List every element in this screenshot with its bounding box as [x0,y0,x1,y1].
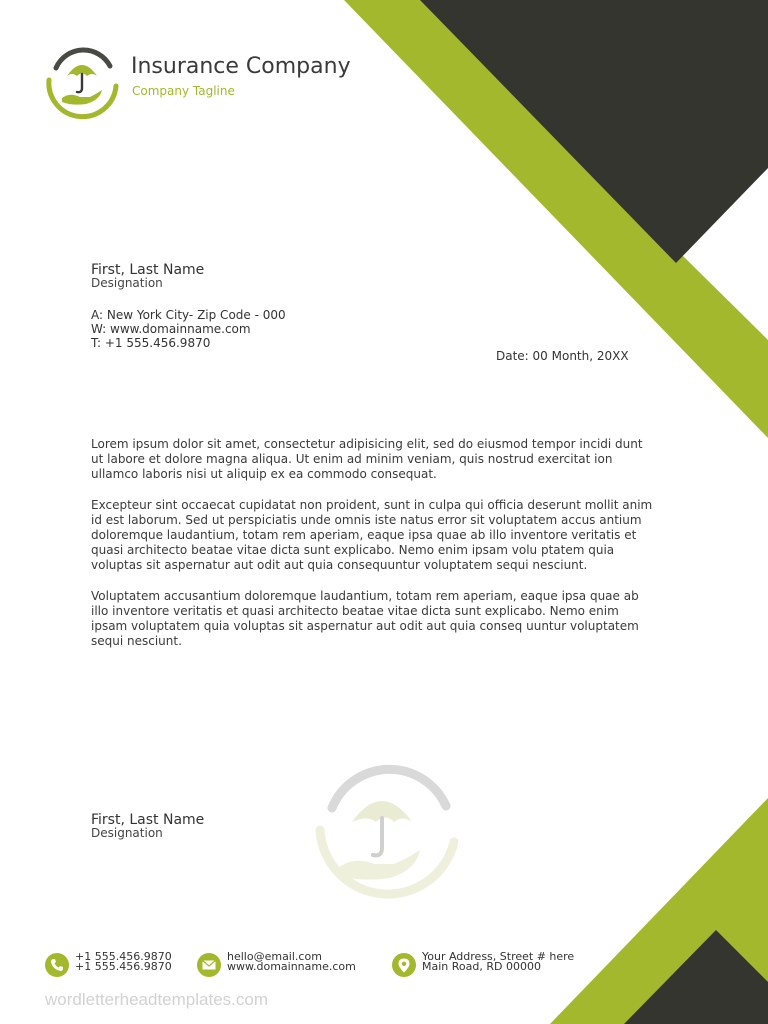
company-name: Insurance Company [131,54,351,79]
signature-name: First, Last Name [91,812,205,828]
company-tagline: Company Tagline [132,84,235,98]
footer-phone-1: +1 555.456.9870 [75,950,172,963]
email-icon [197,953,221,977]
watermark-logo-icon [308,760,458,915]
body-paragraph-2: Excepteur sint occaecat cupidatat non proident, sunt in culpa qui officia deserunt mollit anim id est laborum. Sed ut perspiciatis unde omnis iste natus error sit voluptatem accus antium doloremque laudantium, totam rem aperiam, eaque ipsa quae ab illo inventore veritatis et quasi architecto beatae vitae dicta sunt explicabo. Nemo enim ipsam volu ptatem quia voluptas sit aspernatur aut odit aut quia consequuntur voluptatem sequi nesciunt. [91,497,653,573]
sender-web: W: www.domainname.com [91,322,251,336]
sender-contact [91,308,286,350]
sender-phone: T: +1 555.456.9870 [91,336,211,350]
website-watermark: wordletterheadtemplates.com [45,990,269,1009]
body-paragraph-1: Lorem ipsum dolor sit amet, consectetur adipisicing elit, sed do eiusmod tempor incidi dunt ut labore et dolore magna aliqua. Ut enim ad minim veniam, quis nostrud exercitat ion ullamco laboris nisi ut aliquip ex ea commodo consequat. [91,437,643,482]
sender-name: First, Last Name [91,262,205,278]
letter-body [91,437,656,664]
sender-designation: Designation [91,276,163,290]
letter-date: Date: 00 Month, 20XX [496,349,629,363]
footer-email [197,952,356,980]
signature-designation: Designation [91,826,163,840]
sender-address: A: New York City- Zip Code - 000 [91,308,286,322]
location-pin-icon [392,953,416,977]
phone-icon [45,953,69,977]
body-paragraph-3: Voluptatem accusantium doloremque laudantium, totam rem aperiam, eaque ipsa quae ab illo inventore veritatis et quasi architecto beatae vitae dicta sunt explicabo. Nemo enim ipsam voluptatem quia voluptas sit aspernatur aut odit aut quia conseq uuntur voluptatem sequi nesciunt. [91,588,639,649]
umbrella-hand-icon [44,44,120,120]
footer-address-line-1: Your Address, Street # here [422,950,575,963]
footer-address [392,952,574,980]
footer-phone-2: +1 555.456.9870 [75,960,172,973]
footer-website: www.domainname.com [227,960,356,973]
footer-phone [45,952,172,980]
footer-email-address: hello@email.com [227,950,322,963]
footer-address-line-2: Main Road, RD 00000 [422,960,541,973]
